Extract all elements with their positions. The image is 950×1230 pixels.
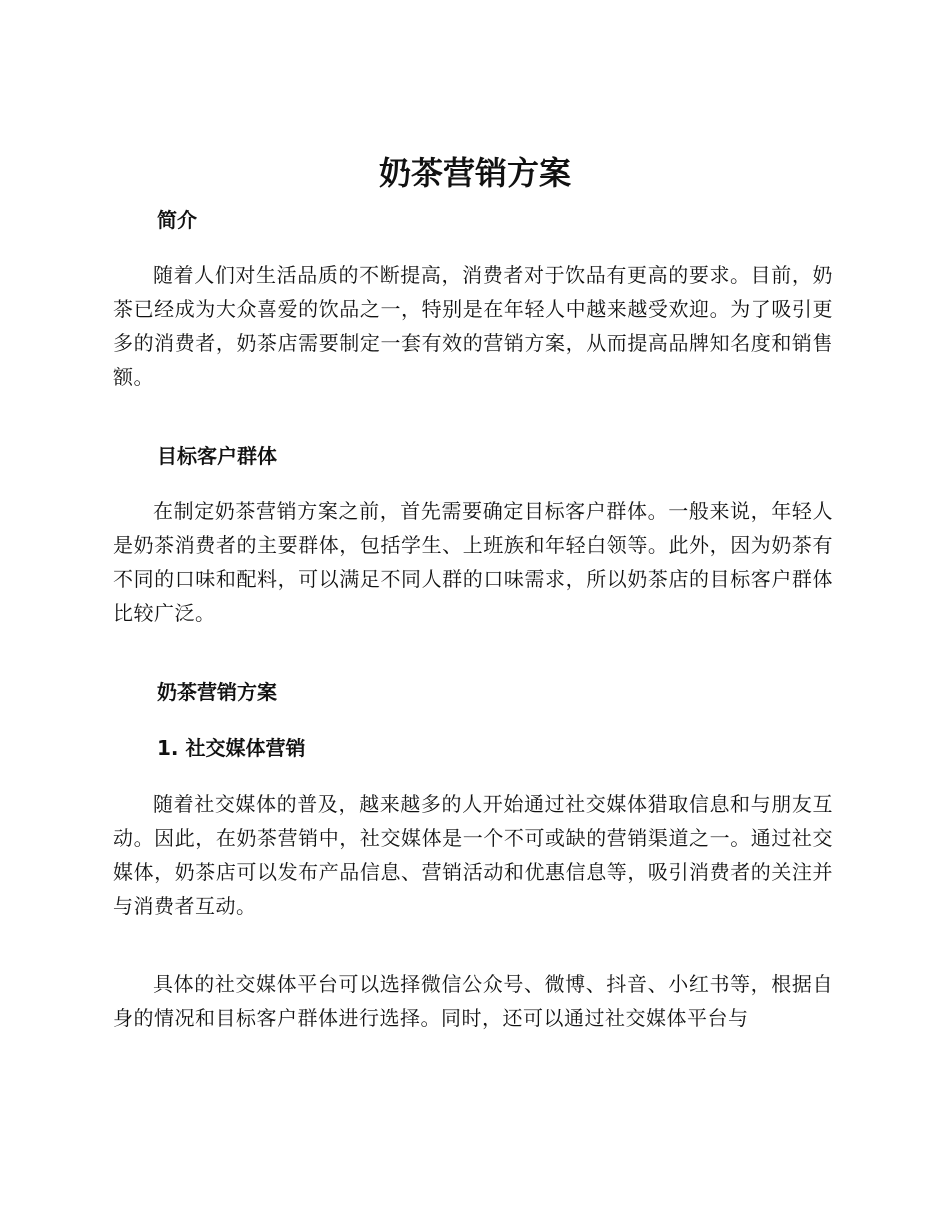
paragraph-social-media-2: 具体的社交媒体平台可以选择微信公众号、微博、抖音、小红书等，根据自身的情况和目标客户群体进行选择。同时，还可以通过社交媒体平台与 bbox=[113, 972, 833, 1030]
paragraph-target-customers: 在制定奶茶营销方案之前，首先需要确定目标客户群体。一般来说，年轻人是奶茶消费者的主要群体，包括学生、上班族和年轻白领等。此外，因为奶茶有不同的口味和配料，可以满足不同人群的口味需求，所以奶茶店的目标客户群体比较广泛。 bbox=[113, 499, 833, 625]
section-heading-marketing-plan: 奶茶营销方案 bbox=[157, 680, 277, 704]
section-heading-target-customers: 目标客户群体 bbox=[157, 444, 277, 468]
subsection-heading-social-media: 1. 社交媒体营销 bbox=[157, 736, 306, 760]
paragraph-intro: 随着人们对生活品质的不断提高，消费者对于饮品有更高的要求。目前，奶茶已经成为大众喜爱的饮品之一，特别是在年轻人中越来越受欢迎。为了吸引更多的消费者，奶茶店需要制定一套有效的营销方案，从而提高品牌知名度和销售额。 bbox=[113, 263, 833, 389]
section-heading-intro: 简介 bbox=[157, 208, 197, 232]
document-title: 奶茶营销方案 bbox=[378, 154, 571, 192]
paragraph-social-media-1: 随着社交媒体的普及，越来越多的人开始通过社交媒体猎取信息和与朋友互动。因此，在奶茶营销中，社交媒体是一个不可或缺的营销渠道之一。通过社交媒体，奶茶店可以发布产品信息、营销活动和优惠信息等，吸引消费者的关注并与消费者互动。 bbox=[113, 792, 833, 918]
